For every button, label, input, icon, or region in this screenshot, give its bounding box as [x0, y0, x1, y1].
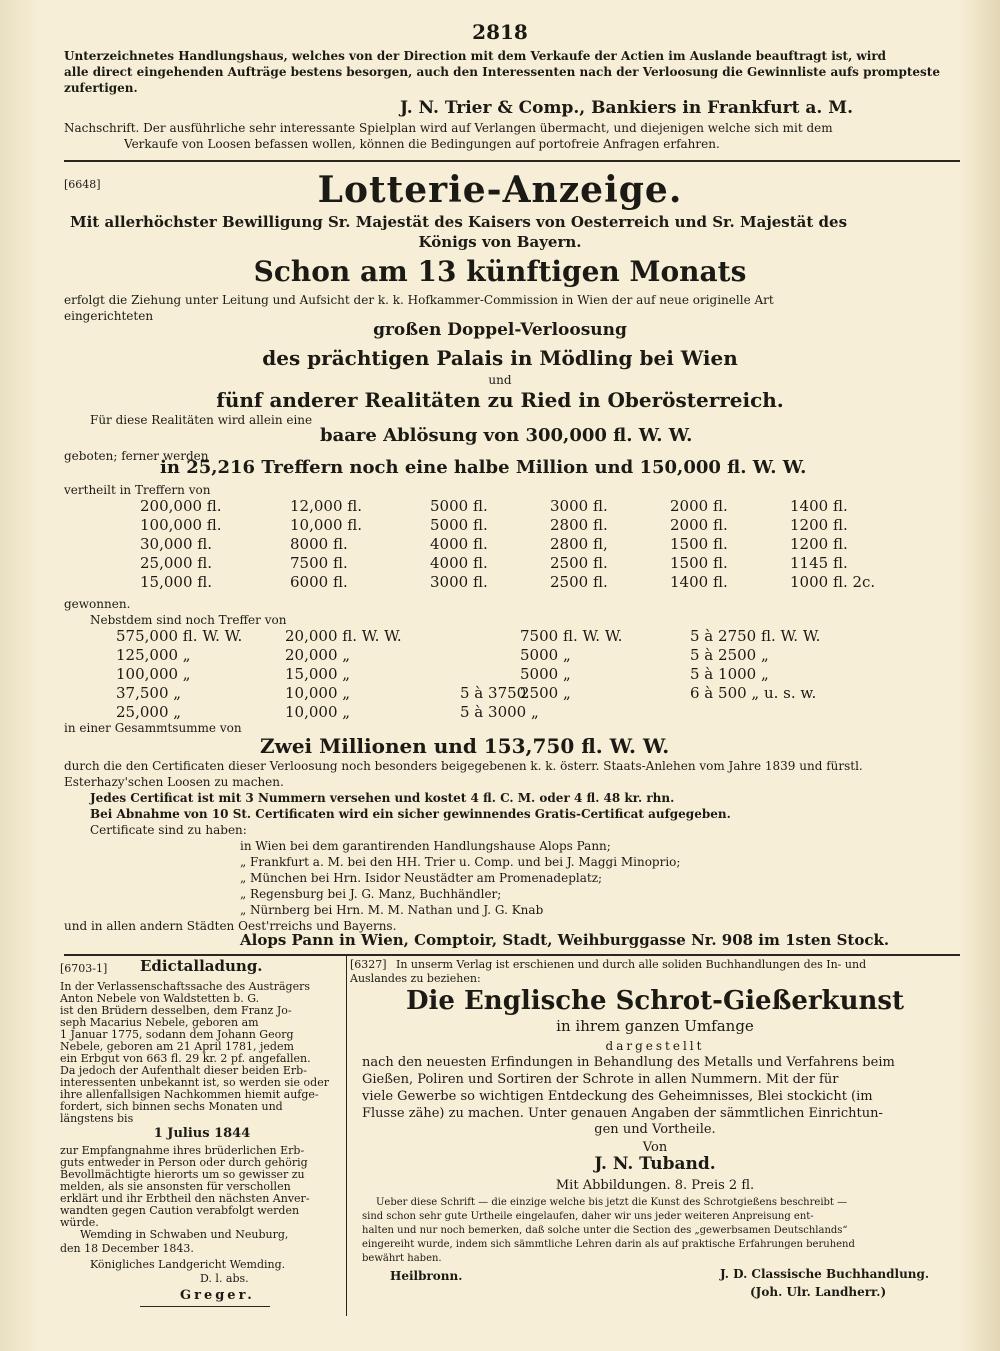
edict-line: Anton Nebele von Waldstetten b. G.: [60, 992, 260, 1005]
book-subtitle: in ihrem ganzen Umfange: [556, 1017, 754, 1035]
gesammt-line: in einer Gesammtsumme von: [64, 721, 242, 735]
edict-line: würde.: [60, 1216, 99, 1229]
edict-line: ist den Brüdern desselben, dem Franz Jo-: [60, 1004, 292, 1017]
lottery-para2-b: Esterhazy'schen Loosen zu machen.: [64, 775, 284, 789]
edict-line: zur Empfangnahme ihres brüderlichen Erb-: [60, 1144, 305, 1157]
edict-line: 1 Januar 1775, sodann dem Johann Georg: [60, 1028, 294, 1041]
section-divider: [64, 160, 960, 162]
prize-cell: 4000 fl.: [430, 554, 488, 572]
extra-prize-table: [100, 628, 900, 723]
edict-line: Da jedoch der Aufenthalt dieser beiden Erb-: [60, 1064, 307, 1077]
book-title: Die Englische Schrot-Gießerkunst: [405, 986, 905, 1016]
prize-cell: 25,000 fl.: [140, 554, 213, 572]
extra-prize-cell: 100,000 „: [116, 665, 191, 683]
extra-prize-cell: 5 à 1000 „: [690, 665, 769, 683]
top-notice-line1: Unterzeichnetes Handlungshaus, welches von der Direction mit dem Verkaufe der Actien im Auslande beauftragt ist, wird: [64, 49, 887, 63]
book-note-1: Ueber diese Schrift — die einzige welche bis jetzt die Kunst des Schrotgießens beschreibt —: [376, 1197, 848, 1208]
postscript-line1: Nachschrift. Der ausführliche sehr interessante Spielplan wird auf Verlangen übermacht, und diejenigen welche sich mit dem: [64, 121, 833, 135]
edict-title: Edictalladung.: [140, 957, 263, 975]
extra-prize-cell: 6 à 500 „ u. s. w.: [690, 684, 817, 702]
extra-prize-cell: 20,000 „: [285, 646, 351, 664]
book-note-3: halten und nur noch bemerken, daß solche unter die Section des „gewerbsamen Deutschlands“: [362, 1225, 848, 1236]
lottery-para1-b: eingerichteten: [64, 309, 154, 323]
lottery-para5: Certificate sind zu haben:: [90, 823, 247, 837]
prize-cell: 1400 fl.: [790, 497, 848, 515]
prize-cell: 4000 fl.: [430, 535, 488, 553]
prize-cell: 2000 fl.: [670, 497, 728, 515]
book-note-5: bewährt haben.: [362, 1253, 442, 1264]
extra-prize-cell: 125,000 „: [116, 646, 191, 664]
edict-line: interessenten unbekannt ist, so werden sie oder: [60, 1076, 329, 1089]
page-number: 2818: [472, 20, 528, 44]
edict-court: Königliches Landgericht Wemding.: [90, 1258, 286, 1271]
book-note-4: eingereiht wurde, indem sich sämmtliche Lehren darin als auf praktische Erfahrungen beruhend: [362, 1239, 855, 1250]
lottery-title: Lotterie-Anzeige.: [317, 169, 683, 211]
extra-prize-cell: 10,000 „: [285, 703, 351, 721]
prize-cell: 2500 fl.: [550, 554, 608, 572]
prize-cell: 2800 fl,: [550, 535, 608, 553]
book-intro-2: Auslandes zu beziehen:: [350, 972, 481, 985]
book-desc-4: Flusse zähe) zu machen. Unter genauen Angaben der sämmtlichen Einrichtun-: [362, 1106, 883, 1121]
prize-cell: 12,000 fl.: [290, 497, 363, 515]
place-item: „ Frankfurt a. M. bei den HH. Trier u. Comp. und bei J. Maggi Minoprio;: [240, 855, 681, 869]
lottery-para6: und in allen andern Städten Oest'rreichs und Bayerns.: [64, 919, 397, 933]
prize-cell: 5000 fl.: [430, 497, 488, 515]
edict-line: ein Erbgut von 663 fl. 29 kr. 2 pf. angefallen.: [60, 1052, 311, 1065]
places-list: [240, 838, 940, 918]
edict-line: Nebele, geboren am 21 April 1781, jedem: [60, 1040, 294, 1053]
lottery-para3: Jedes Certificat ist mit 3 Nummern versehen und kostet 4 fl. C. M. oder 4 fl. 48 kr. rhn.: [90, 791, 675, 805]
prize-cell: 3000 fl.: [550, 497, 608, 515]
book-desc-1: nach den neuesten Erfindungen in Behandlung des Metalls und Verfahrens beim: [362, 1055, 895, 1070]
edict-line: seph Macarius Nebele, geboren am: [60, 1016, 259, 1029]
extra-prize-cell: 5000 „: [520, 646, 571, 664]
extra-prize-cell: 37,500 „: [116, 684, 182, 702]
extra-prize-cell: 575,000 fl. W. W.: [116, 627, 243, 645]
prize-table: [100, 498, 900, 598]
place-item: „ München bei Hrn. Isidor Neustädter am Promenadeplatz;: [240, 871, 603, 885]
extra-prize-cell: 7500 fl. W. W.: [520, 627, 623, 645]
edict-line: guts entweder in Person oder durch gehörig: [60, 1156, 308, 1169]
lottery-para1-a: erfolgt die Ziehung unter Leitung und Aufsicht der k. k. Hofkammer-Commission in Wien der auf neue originelle Art: [64, 293, 774, 307]
book-desc-2: Gießen, Poliren und Sortiren der Schrote in allen Nummern. Mit der für: [362, 1072, 839, 1087]
lottery-signoff: Alops Pann in Wien, Comptoir, Stadt, Weihburggasse Nr. 908 im 1sten Stock.: [240, 931, 890, 949]
extra-prize-cell: 5 à 3750: [460, 684, 527, 702]
place-item: in Wien bei dem garantirenden Handlungshause Alops Pann;: [240, 839, 611, 853]
book-dargestellt: dargestellt: [605, 1039, 705, 1053]
book-intro-1: In unserm Verlag ist erschienen und durch alle soliden Buchhandlungen des In- und: [396, 958, 867, 971]
book-desc-5: gen und Vortheile.: [594, 1122, 716, 1137]
und-line: und: [488, 373, 512, 387]
prize-cell: 6000 fl.: [290, 573, 348, 591]
prize-cell: 2000 fl.: [670, 516, 728, 534]
vertheilt-line: vertheilt in Treffern von: [64, 483, 211, 497]
edict-date: 1 Julius 1844: [153, 1126, 251, 1141]
prize-cell: 2800 fl.: [550, 516, 608, 534]
extra-prize-cell: 5000 „: [520, 665, 571, 683]
edict-line: fordert, sich binnen sechs Monaten und: [60, 1100, 283, 1113]
extra-prize-cell: 2500 „: [520, 684, 571, 702]
column-divider: [346, 956, 347, 1316]
geboten-line: geboten; ferner werden: [64, 449, 209, 463]
extra-prize-cell: 20,000 fl. W. W.: [285, 627, 402, 645]
book-von: Von: [642, 1140, 668, 1155]
extra-prize-cell: 5 à 2750 fl. W. W.: [690, 627, 821, 645]
place-item: „ Nürnberg bei Hrn. M. M. Nathan und J. G. Knab: [240, 903, 544, 917]
prize-cell: 8000 fl.: [290, 535, 348, 553]
prize-cell: 100,000 fl.: [140, 516, 222, 534]
extra-prize-cell: 10,000 „: [285, 684, 351, 702]
lottery-para2-a: durch die den Certificaten dieser Verloosung noch besonders beigegebenen k. k. österr. Staats-Anlehen vom Jahre 1839 und fürstl.: [64, 759, 863, 773]
prize-cell: 1200 fl.: [790, 535, 848, 553]
edict-ref: [6703-1]: [60, 962, 108, 975]
signer-rule: [140, 1306, 270, 1307]
book-ref: [6327]: [350, 958, 387, 971]
prize-cell: 15,000 fl.: [140, 573, 213, 591]
prize-cell: 1500 fl.: [670, 554, 728, 572]
book-author: J. N. Tuband.: [594, 1154, 716, 1174]
prize-cell: 200,000 fl.: [140, 497, 222, 515]
edict-abs: D. l. abs.: [200, 1272, 249, 1285]
lottery-para4: Bei Abnahme von 10 St. Certificaten wird ein sicher gewinnendes Gratis-Certificat aufgegeben.: [90, 807, 731, 821]
edict-line: Bevollmächtigte hierorts um so gewisser zu: [60, 1168, 305, 1181]
prize-cell: 30,000 fl.: [140, 535, 213, 553]
prize-cell: 1145 fl.: [790, 554, 848, 572]
book-price: Mit Abbildungen. 8. Preis 2 fl.: [555, 1178, 755, 1193]
fuer-line: Für diese Realitäten wird allein eine: [90, 413, 313, 427]
gewonnen-line: gewonnen.: [64, 597, 131, 611]
palais-line: des prächtigen Palais in Mödling bei Wien: [262, 346, 738, 370]
book-note-2: sind schon sehr gute Urtheile eingelaufen, daher wir uns jeder weiteren Anpreisung ent-: [362, 1211, 814, 1222]
edict-line: melden, als sie ansonsten für verschollen: [60, 1180, 291, 1193]
edict-signer: Greger.: [180, 1288, 255, 1303]
edict-line: In der Verlassenschaftssache des Austrägers: [60, 980, 310, 993]
extra-prize-cell: 25,000 „: [116, 703, 182, 721]
prize-cell: 1200 fl.: [790, 516, 848, 534]
prize-cell: 1000 fl. 2c.: [790, 573, 876, 591]
prize-cell: 5000 fl.: [430, 516, 488, 534]
lottery-headline: Schon am 13 künftigen Monats: [253, 255, 747, 288]
realitaeten-line: fünf anderer Realitäten zu Ried in Oberösterreich.: [216, 388, 784, 412]
nebstdem-line: Nebstdem sind noch Treffer von: [90, 613, 287, 627]
extra-prize-cell: 5 à 3000 „: [460, 703, 539, 721]
extra-prize-cell: 15,000 „: [285, 665, 351, 683]
prize-cell: 10,000 fl.: [290, 516, 363, 534]
prize-cell: 1500 fl.: [670, 535, 728, 553]
firm-name: J. N. Trier & Comp., Bankiers in Frankfurt a. M.: [400, 98, 853, 118]
prize-cell: 2500 fl.: [550, 573, 608, 591]
book-place: Heilbronn.: [390, 1269, 463, 1283]
edict-date2: den 18 December 1843.: [60, 1242, 194, 1255]
edict-line: erklärt und ihr Erbtheil den nächsten Anver-: [60, 1192, 310, 1205]
extra-prize-cell: 5 à 2500 „: [690, 646, 769, 664]
postscript-line2: Verkaufe von Loosen befassen wollen, können die Bedingungen auf portofreie Anfragen erfahren.: [124, 137, 720, 151]
edict-line: wandten gegen Caution verabfolgt werden: [60, 1204, 300, 1217]
abloesung-line: baare Ablösung von 300,000 fl. W. W.: [320, 425, 693, 446]
prize-cell: 1400 fl.: [670, 573, 728, 591]
total-sum: Zwei Millionen und 153,750 fl. W. W.: [260, 734, 670, 758]
lottery-subtitle-1: Mit allerhöchster Bewilligung Sr. Majestät des Kaisers von Oesterreich und Sr. Majestät des: [70, 213, 848, 231]
prize-cell: 3000 fl.: [430, 573, 488, 591]
double-lottery: großen Doppel-Verloosung: [373, 320, 627, 340]
book-publisher: J. D. Classische Buchhandlung.: [720, 1267, 930, 1281]
book-owner: (Joh. Ulr. Landherr.): [750, 1285, 887, 1299]
lottery-ref: [6648]: [64, 178, 101, 191]
place-item: „ Regensburg bei J. G. Manz, Buchhändler;: [240, 887, 502, 901]
edict-line: ihre allenfallsigen Nachkommen hiemit aufge-: [60, 1088, 319, 1101]
lottery-subtitle-2: Königs von Bayern.: [418, 233, 582, 251]
edict-place: Wemding in Schwaben und Neuburg,: [80, 1228, 289, 1241]
top-notice-line2: alle direct eingehenden Aufträge bestens besorgen, auch den Interessenten nach der Verloosung die Gewinnliste aufs prompteste: [64, 65, 940, 79]
top-notice-line3: zufertigen.: [64, 81, 138, 95]
book-desc-3: viele Gewerbe so wichtigen Entdeckung des Geheimnisses, Blei stockicht (im: [362, 1089, 873, 1104]
prize-cell: 7500 fl.: [290, 554, 348, 572]
treffern-line: in 25,216 Treffern noch eine halbe Million und 150,000 fl. W. W.: [160, 457, 807, 478]
edict-line: längstens bis: [60, 1112, 134, 1125]
section-divider-2: [64, 954, 960, 956]
